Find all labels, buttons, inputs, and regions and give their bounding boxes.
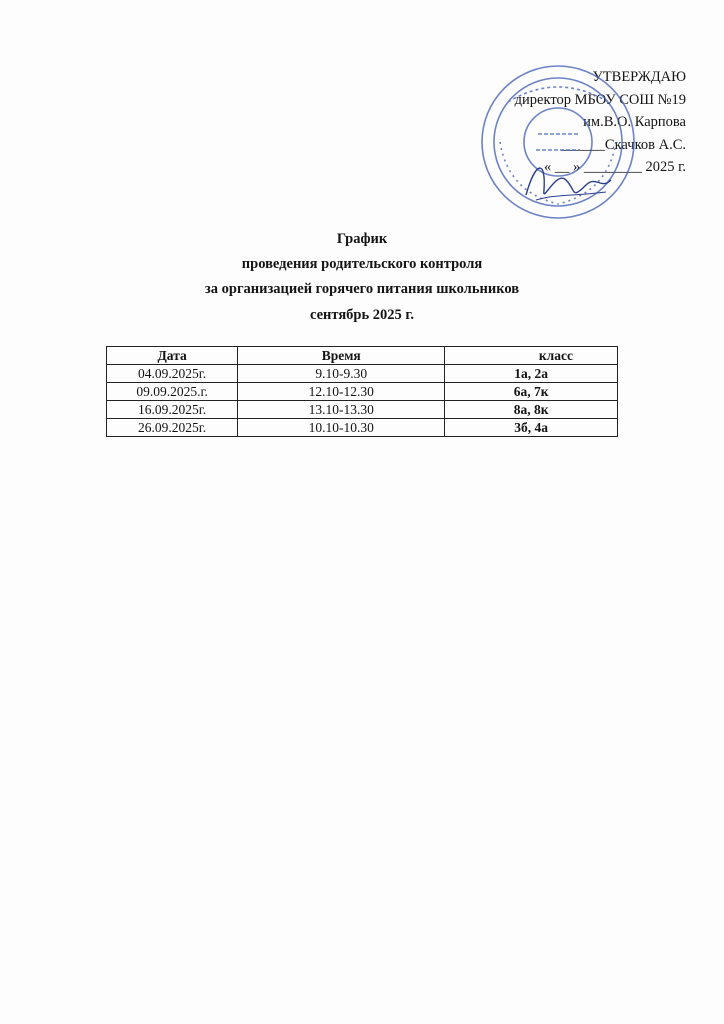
cell-date: 26.09.2025г. [107, 419, 238, 437]
approval-heading: УТВЕРЖДАЮ [592, 69, 686, 85]
cell-time: 9.10-9.30 [238, 365, 445, 383]
approval-position: директор МБОУ СОШ №19 [514, 91, 686, 108]
cell-class: 1а, 2а [445, 365, 618, 383]
table-row [107, 365, 618, 383]
table-row [107, 419, 618, 437]
approval-signatory: ______Скачков А.С. [561, 136, 686, 153]
title-line-2: проведения родительского контроля [241, 256, 483, 273]
cell-date: 09.09.2025.г. [107, 383, 238, 401]
cell-time: 13.10-13.30 [238, 401, 445, 419]
cell-time: 12.10-12.30 [238, 383, 445, 401]
document-title [0, 227, 724, 328]
cell-time: 10.10-10.30 [238, 419, 445, 437]
approval-date: « __ » ________ 2025 г. [543, 159, 686, 175]
handwritten-signature [516, 150, 616, 210]
header-date: Дата [107, 347, 238, 365]
cell-class: 3б, 4а [445, 419, 618, 437]
header-class: класс [445, 347, 618, 365]
table-row [107, 383, 618, 401]
title-line-1: График [336, 231, 388, 247]
cell-class: 8а, 8к [445, 401, 618, 419]
cell-date: 04.09.2025г. [107, 365, 238, 383]
cell-class: 6а, 7к [445, 383, 618, 401]
approval-school-name: им.В.О. Карпова [583, 114, 686, 130]
table-row [107, 401, 618, 419]
header-time: Время [238, 347, 445, 365]
cell-date: 16.09.2025г. [107, 401, 238, 419]
table-header-row [107, 347, 618, 365]
schedule-table [106, 346, 618, 437]
title-line-4: сентябрь 2025 г. [310, 306, 414, 323]
title-line-3: за организацией горячего питания школьников [204, 281, 520, 298]
